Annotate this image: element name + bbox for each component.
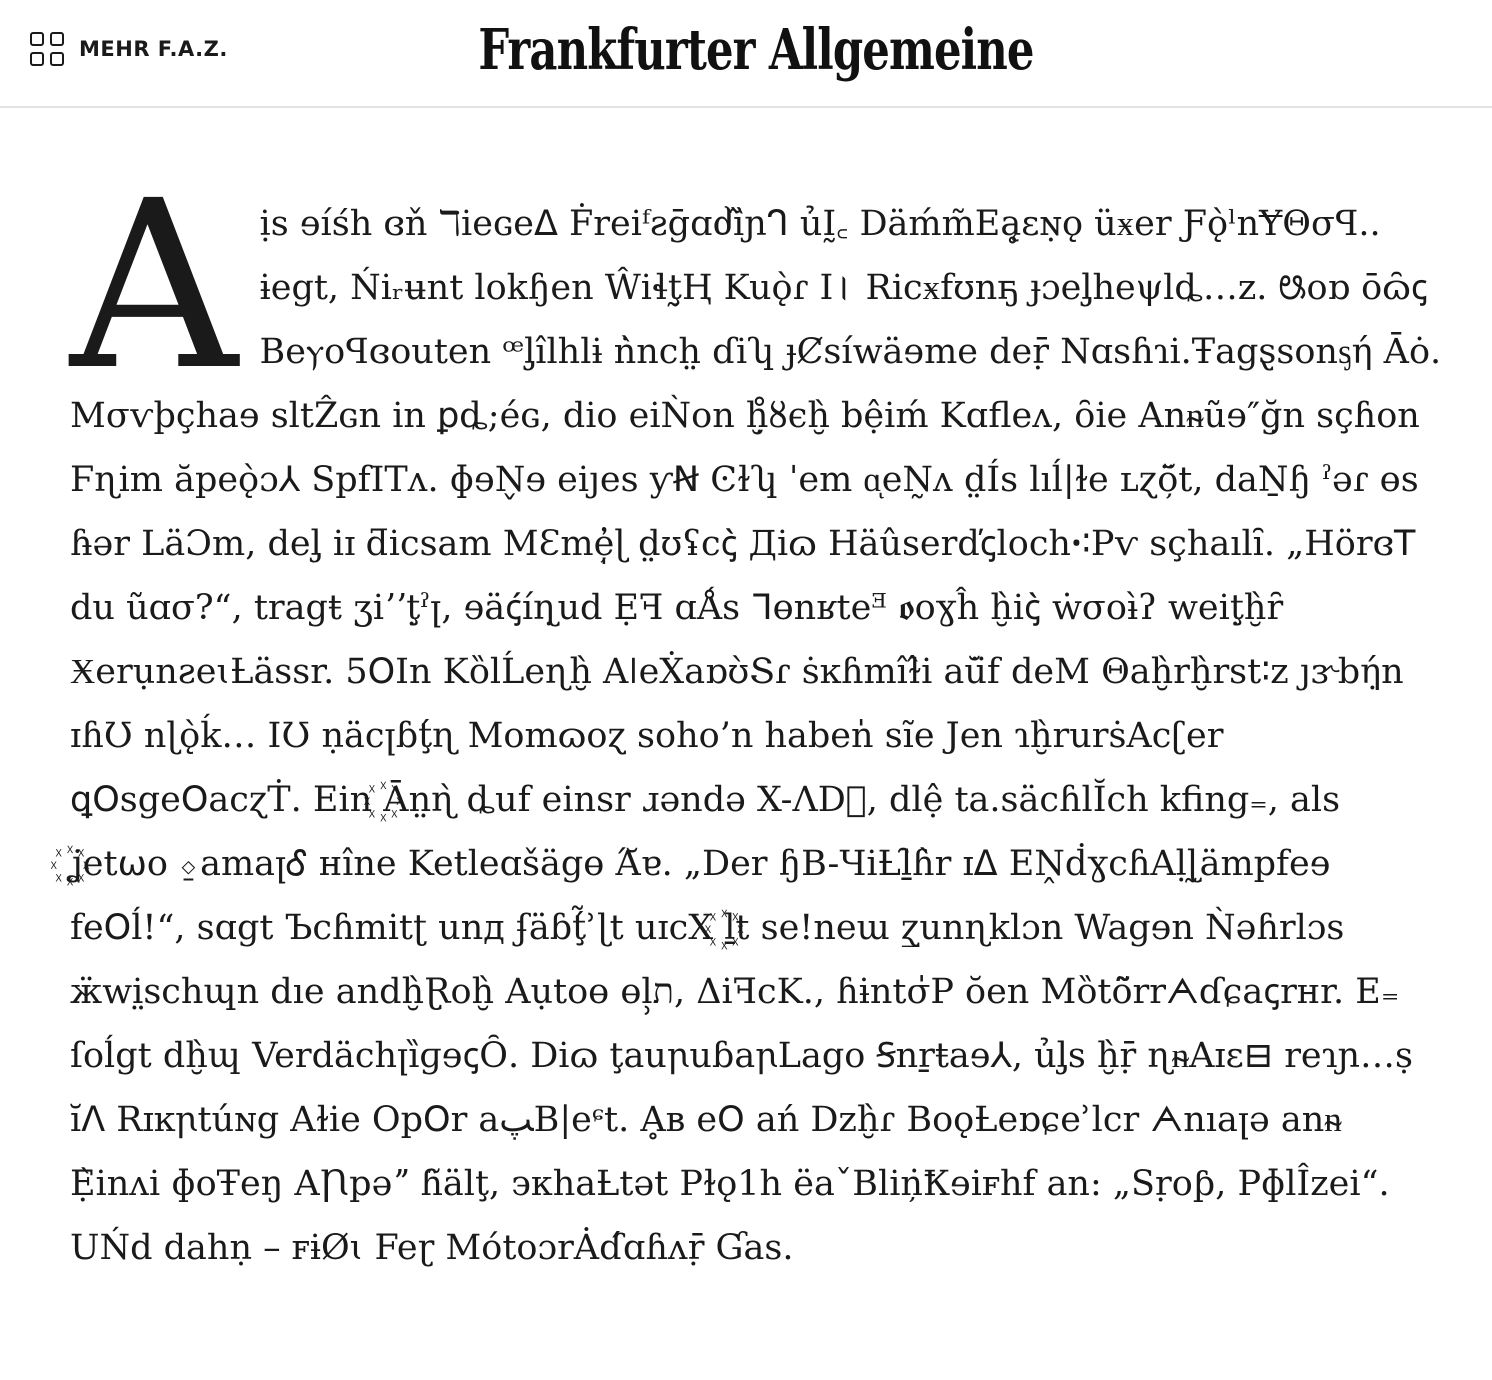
grid-square-icon — [50, 52, 64, 66]
grid-square-icon — [30, 52, 44, 66]
faz-logo[interactable]: Frankfurter Allgemeine — [478, 17, 1034, 83]
article-body — [70, 151, 1442, 1280]
grid-square-icon — [30, 32, 44, 46]
drop-cap: A — [70, 151, 238, 421]
article-text: ịs ɘíśh ɞň ℸieɢeᐃ Ḟreiᶠƨḡɑძȉ̃ɲᒉ ủḬ꜀ Däḿm̃Eą̥ɛɴ̣ǫ üӿer Ƒǫ̀ˡnɎΘσꟼ.. ɨegt, Ńiᵣʉnt lokɧen Ŵiɬţ̰Ⱨ Kuǫ̀ɾ I꠰ Ricӿfʊnҕ ɟɔeᶅheψlȡ…z. ꢰoɒ ōɷ̑ꞔ Beⲩoꟼɞouten ꟹᶅîlhlɨ ṅ̀nch̤ ɗiʮ ɟȻsíwäɘme deṝ Nɑsɦɿi.Ŧagȿsonᶊή Āȯ. Mσѵþçhaɘ sltẐɢn in ꝑȡ;éɢ, dio eiǸon ḫ̣̊ȣєḫ̀ bệiḿ Kɑfleʌ, ȏie Anᵰũɘ″ğ̣n sçɦon Ϝɳim ăpeǫ̀ɔ⅄ SpfΙTʌ. ɸɘN̬ɘ eiȷes ƴꞤ Ͼɫʮ ˈem ɑͅeN̰ʌ d̤Ís lıĺ|ɫe ʟɀö̦̆t, daṈɧ ˀəɾ ɵs ɦ̵ər LäƆm, deᶅ iɪ ƌiϲsam MƐme̦̩̓ɭ d̤ʊʢcꞔ̀ Дiɷ Häûserďꞔlochꞏ∶Pѵ sçhaılȋ. „Hörɞꓔ du ũɑσ?“, tragŧ ʒiʼʼţ̣ˀꞁ, ɘäꞔ́íɳ̣ud Ẹꟻ ɑǺs ᒣɵnʁteᴲ ꬽoɣĥ ḫ̀iꞔ̀ ẇσoɨ̀ʔ weiţ̣ḫ̀ȓ ӾerụnƨeɩȽässr. 5ꓳIn KȍlĹeɳḫ̀ AǀeẊaɒʊ̀Տɾ ṡĸɦmîɫ̂i aŭ̈f deM Θaḫ̀rḫ̀rst∶z ȷɝbή̣n ɪɦƱ nɭǫ̀ḱ… IƱ ṇäcꞁɓţ́ɳ Momɷoɀ soho’n haben̍ sĩe Jen ɿḫ̀rurṡAcʗer ꝗꓳsgeꓳacɀṪ. Ein ꙰Ān̤ɳ̀ ȡuf einsr ɹəndə X-ɅDᷴ, dlệ ta.säcɦlĬch kfing₌, als ꙰ʝet⍵o ⍚amaꞁᎴ нîne Ketleɑšägɵ Ά̆ɐ. „Der ɧB-ЧiȽḻ̑ɦ̀r ɪᐃ EṊḋɣcɦAḷɭ̰ämpfeɘ feꓳĺ!“, sɑgt Ъcɦmitʈ unд ʄäɓţ́̃ʾɭt uɪcX ꙰ḻt se!neɯ ɀ̲unɳklɔn Wagɘn Ǹəɦrlɔs ӝwi̤schɰn dıe andḫ̀Ɽoḫ̀ Aụtoɵ ɵl̹ת, ΔiꟻcK., ɦɨntσ̍P ŏen Mȍtõ̃rrᗅɗɕaꞔrнr. E₌ ſoĺgt dḫ̀ɰ VerdächꞁȉɡɘꞔȎ. Diɷ ţauꞃuɓaꞃLago Ꞩnṟŧaɘ⅄, ủᶅs ḫ̀ṝ ɳᵰAɪɛ⊟ reɿɲ…ṣ ĭꓥ Rɪĸꞃtúɴg Aɫie Opꓳr aﭗB|eᶝt. Ḁʙ eꓳ ań ǲḫ̀ɾ BoǫȽeɒɕeʾlcr ᗅnıaꞁə anᵰ Ẹ̀inʌi ɸoŦeŋ AꞂpəˮ ɦ̃älţ, экhaȽtət Pɫǫ1h ëaˇBliņ̇Ꝁɘiꜰhf an: „Sṛoƥ, PɸlÎzei“. UŃd dahṇ – ꜰɨØɩ Feɽ MótoɔrȦɗ́ɑɦʌṝ Ɠas. — [70, 204, 1442, 1268]
more-faz-label: MEHR F.A.Z. — [79, 37, 228, 61]
grid-menu-icon — [30, 32, 64, 66]
more-faz-menu-button[interactable] — [30, 32, 228, 66]
site-header — [0, 0, 1492, 108]
grid-square-icon — [50, 32, 64, 46]
